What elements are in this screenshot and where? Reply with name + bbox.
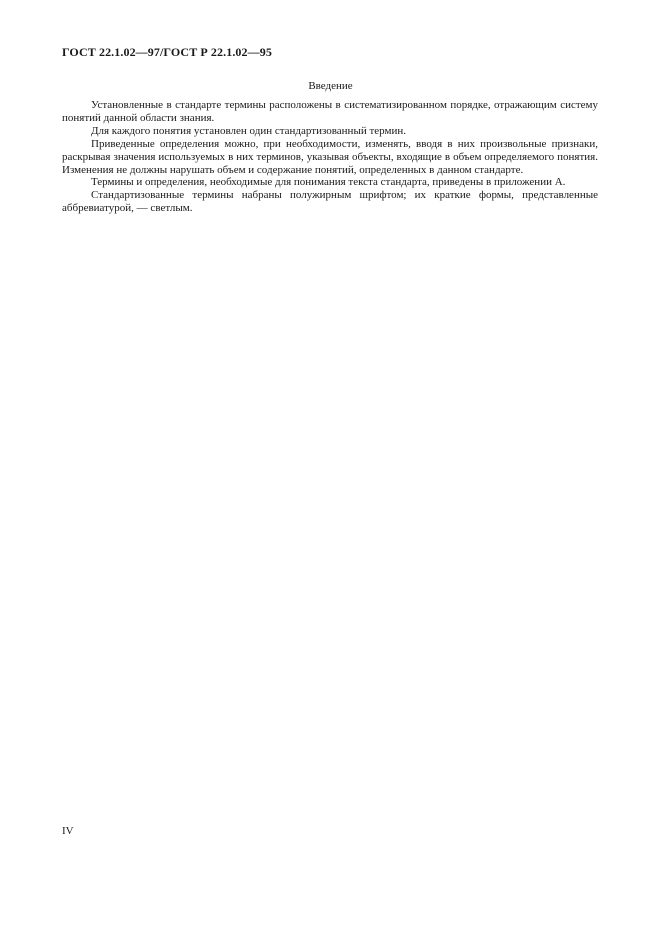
section-title: Введение: [308, 80, 353, 92]
paragraph-3: Приведенные определения можно, при необходимости, изменять, вводя в них произвольные признаки, раскрывая значения используемых в них терминов, указывая объекты, входящие в объем определяемого понятия. Изменения не должны нарушать объем и содержание понятий, определенных в данном стандарте.: [62, 137, 598, 176]
paragraph-2: Для каждого понятия установлен один стандартизованный термин.: [91, 124, 406, 137]
page-number: IV: [62, 825, 74, 837]
introduction-body: [62, 99, 598, 215]
paragraph-1: Установленные в стандарте термины расположены в систематизированном порядке, отражающим систему понятий данной области знания.: [62, 99, 598, 124]
paragraph-5: Стандартизованные термины набраны полужирным шрифтом; их краткие формы, представленные аббревиатурой, — светлым.: [62, 189, 598, 215]
document-header: ГОСТ 22.1.02—97/ГОСТ Р 22.1.02—95: [62, 45, 272, 59]
paragraph-4: Термины и определения, необходимые для понимания текста стандарта, приведены в приложении А.: [91, 176, 566, 189]
